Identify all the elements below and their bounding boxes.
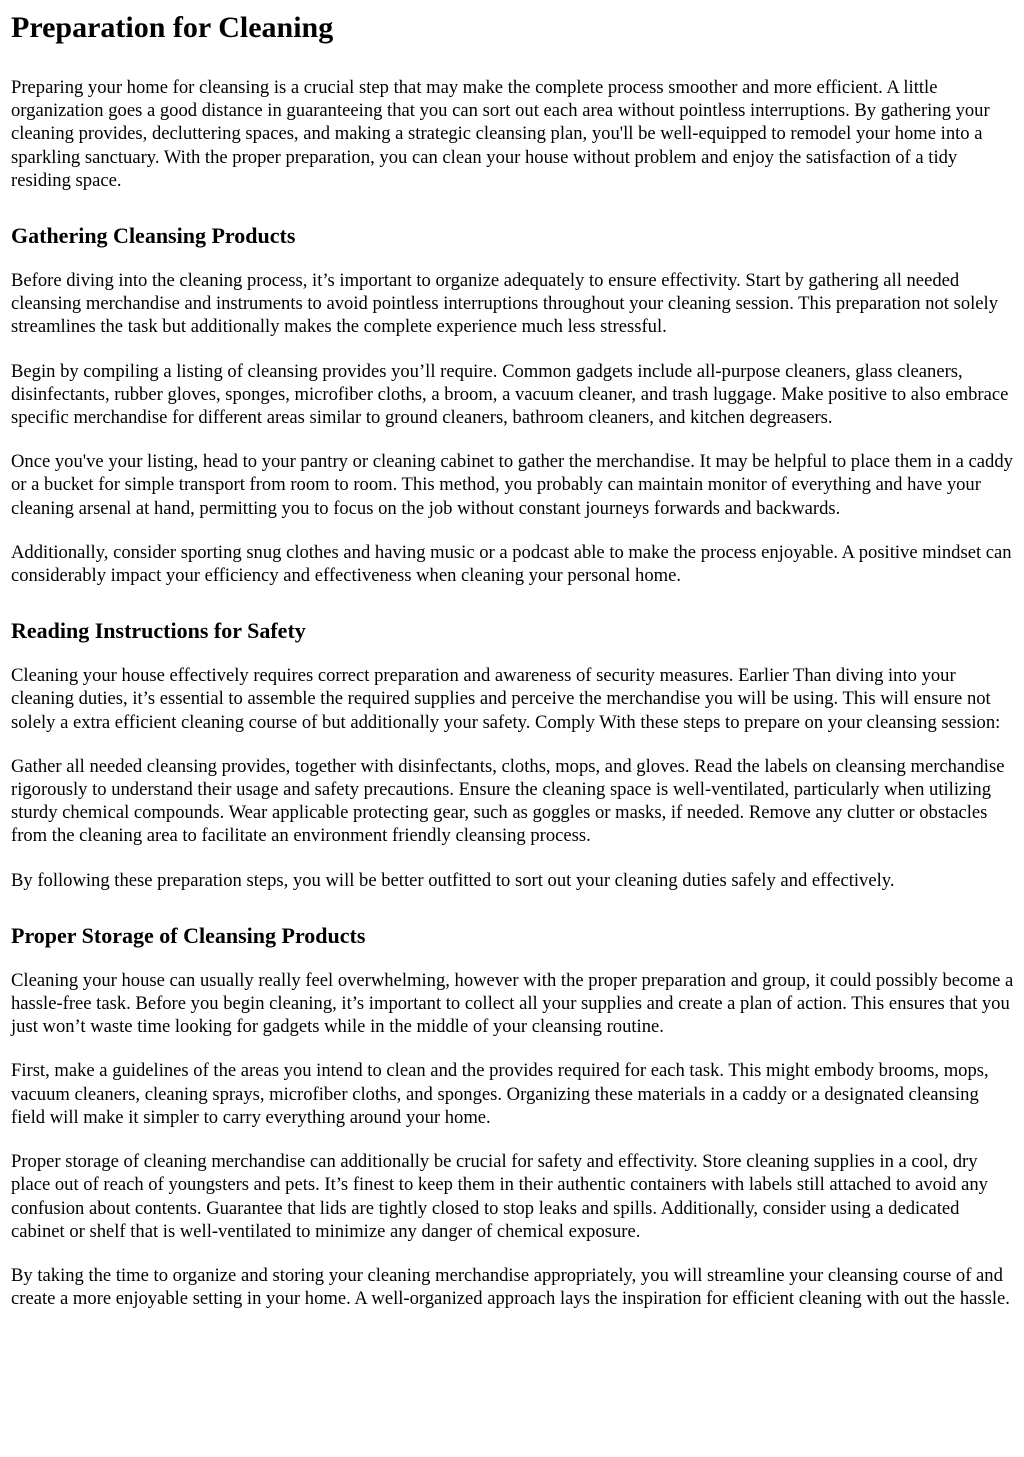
section-paragraph: Gather all needed cleansing provides, together with disinfectants, cloths, mops, and gloves. Read the labels on cleansing merchandise rigorously to understand their usage and safety precautions. Ensure the cleaning space is well-ventilated, particularly when utilizing sturdy chemical compounds. Wear applicable protecting gear, such as goggles or masks, if needed. Remove any clutter or obstacles from the cleaning area to facilitate an environment friendly cleansing process. [11, 755, 1005, 847]
intro-paragraph: Preparing your home for cleansing is a crucial step that may make the complete process smoother and more efficient. A little organization goes a good distance in guaranteeing that you can sort out each area without pointless interruptions. By gathering your cleaning provides, decluttering spaces, and making a strategic cleansing plan, you'll be well-equipped to remodel your home into a sparkling sanctuary. With the proper preparation, you can clean your house without problem and enjoy the satisfaction of a tidy residing space. [11, 77, 990, 191]
section-paragraph: Additionally, consider sporting snug clothes and having music or a podcast able to make the process enjoyable. A positive mindset can considerably impact your efficiency and effectiveness when cleaning your personal home. [11, 541, 1012, 587]
section-paragraph: Cleaning your house effectively requires correct preparation and awareness of security measures. Earlier Than diving into your cleaning duties, it’s essential to assemble the required supplies and perceive the merchandise you will be using. This will ensure not solely a extra efficient cleaning course of but additionally your safety. Comply With these steps to prepare on your cleansing session: [11, 665, 1001, 733]
section-gathering-cleansing-products [11, 223, 1014, 587]
section-paragraph: By following these preparation steps, you will be better outfitted to sort out your cleaning duties safely and effectively. [11, 869, 895, 891]
section-paragraph: First, make a guidelines of the areas you intend to clean and the provides required for each task. This might embody brooms, mops, vacuum cleaners, cleaning sprays, microfiber cloths, and sponges. Organizing these materials in a caddy or a designated cleansing field will make it simpler to carry everything around your home. [11, 1060, 989, 1128]
section-paragraph: Before diving into the cleaning process, it’s important to organize adequately to ensure effectivity. Start by gathering all needed cleansing merchandise and instruments to avoid pointless interruptions throughout your cleaning session. This preparation not solely streamlines the task but additionally makes the complete experience much less stressful. [11, 270, 999, 338]
section-heading: Gathering Cleansing Products [11, 223, 296, 249]
section-proper-storage-of-cleansing-products [11, 923, 1014, 1310]
section-reading-instructions-for-safety [11, 618, 1014, 892]
section-paragraph: Once you've your listing, head to your pantry or cleaning cabinet to gather the merchandise. It may be helpful to place them in a caddy or a bucket for simple transport from room to room. This method, you probably can maintain monitor of everything and have your cleaning arsenal at hand, permitting you to focus on the job without constant journeys forwards and backwards. [11, 451, 1013, 519]
section-paragraph: Proper storage of cleaning merchandise can additionally be crucial for safety and effectivity. Store cleaning supplies in a cool, dry place out of reach of youngsters and pets. It’s finest to keep them in their authentic containers with labels still attached to avoid any confusion about contents. Guarantee that lids are tightly closed to stop leaks and spills. Additionally, consider using a dedicated cabinet or shelf that is well-ventilated to minimize any danger of chemical exposure. [11, 1151, 988, 1242]
page-title: Preparation for Cleaning [11, 11, 334, 44]
section-heading: Proper Storage of Cleansing Products [11, 922, 366, 948]
section-paragraph: Begin by compiling a listing of cleansing provides you’ll require. Common gadgets include all-purpose cleaners, glass cleaners, disinfectants, rubber gloves, sponges, microfiber cloths, a broom, a vacuum cleaner, and trash luggage. Make positive to also embrace specific merchandise for different areas similar to ground cleaners, bathroom cleaners, and kitchen degreasers. [11, 360, 1009, 429]
section-heading: Reading Instructions for Safety [11, 618, 306, 644]
section-paragraph: Cleaning your house can usually really feel overwhelming, however with the proper preparation and group, it could possibly become a hassle-free task. Before you begin cleaning, it’s important to collect all your supplies and create a plan of action. This ensures that you just won’t waste time looking for gadgets while in the middle of your cleansing routine. [11, 969, 1014, 1038]
section-paragraph: By taking the time to organize and storing your cleaning merchandise appropriately, you will streamline your cleansing course of and create a more enjoyable setting in your home. A well-organized approach lays the inspiration for efficient cleaning with out the hassle. [11, 1264, 1010, 1310]
